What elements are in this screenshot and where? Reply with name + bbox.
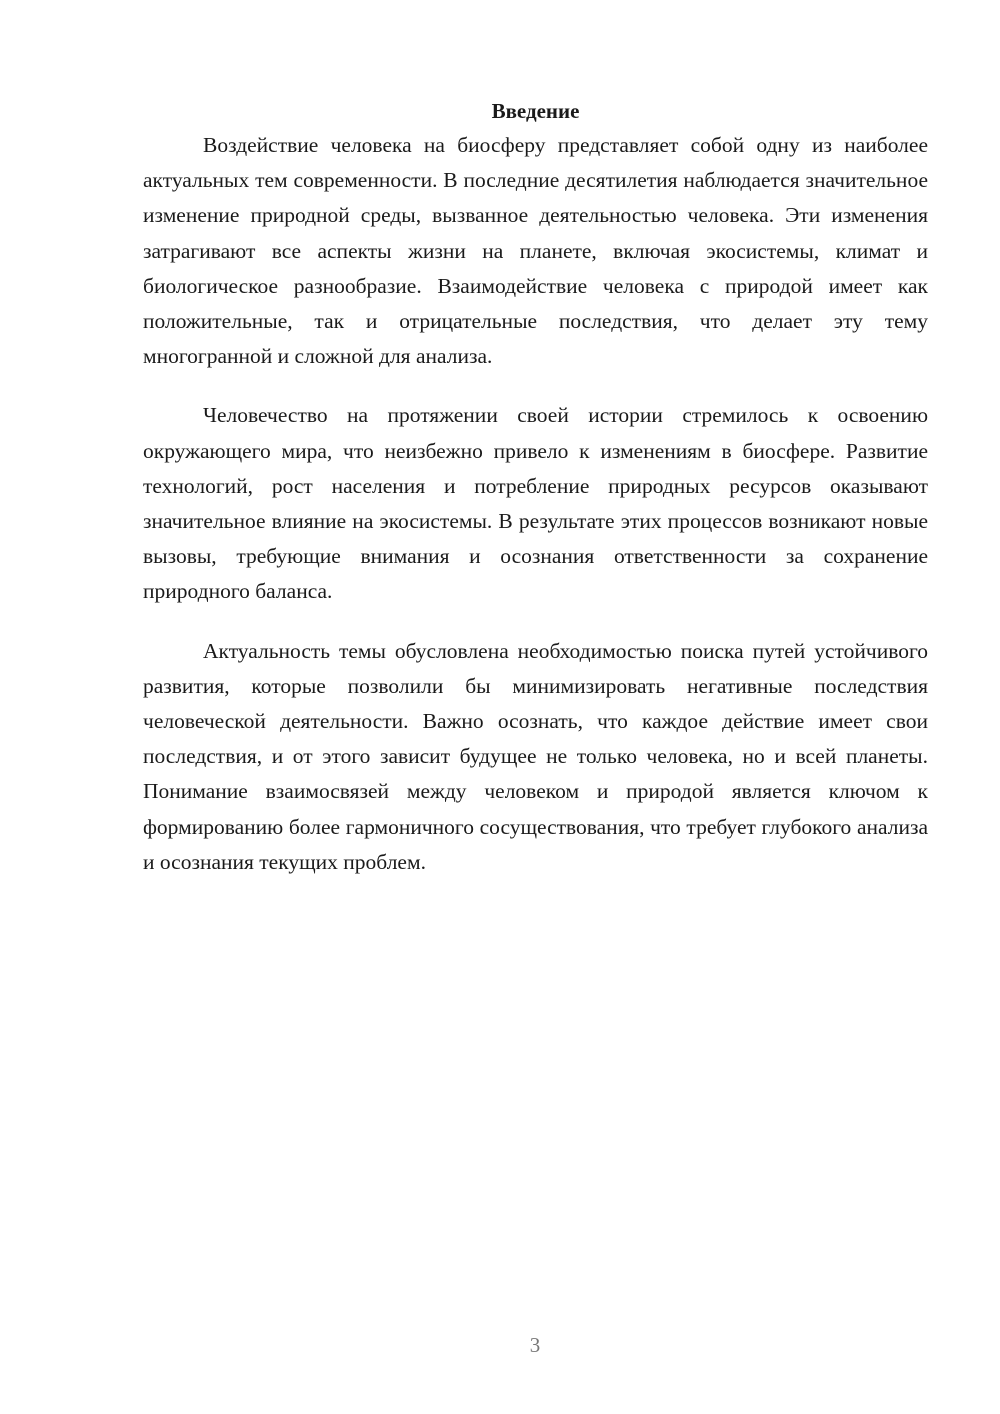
page-content bbox=[143, 95, 928, 904]
paragraph-2: Человечество на протяжении своей истории стремилось к освоению окружающего мира, что неизбежно привело к изменениям в биосфере. Развитие технологий, рост населения и потребление природных ресурсов оказывают значительное влияние на экосистемы. В результате этих процессов возникают новые вызовы, требующие внимания и осознания ответственности за сохранение природного баланса. bbox=[143, 403, 928, 604]
paragraph-1: Воздействие человека на биосферу представляет собой одну из наиболее актуальных тем современности. В последние десятилетия наблюдается значительное изменение природной среды, вызванное деятельностью человека. Эти изменения затрагивают все аспекты жизни на планете, включая экосистемы, климат и биологическое разнообразие. Взаимодействие человека с природой имеет как положительные, так и отрицательные последствия, что делает эту тему многогранной и сложной для анализа. bbox=[143, 133, 928, 369]
paragraph-3: Актуальность темы обусловлена необходимостью поиска путей устойчивого развития, которые позволили бы минимизировать негативные последствия человеческой деятельности. Важно осознать, что каждое действие имеет свои последствия, и от этого зависит будущее не только человека, но и всей планеты. Понимание взаимосвязей между человеком и природой является ключом к формированию более гармоничного сосуществования, что требует глубокого анализа и осознания текущих проблем. bbox=[143, 638, 928, 874]
section-heading: Введение bbox=[491, 99, 580, 123]
page-number: 3 bbox=[529, 1333, 541, 1357]
